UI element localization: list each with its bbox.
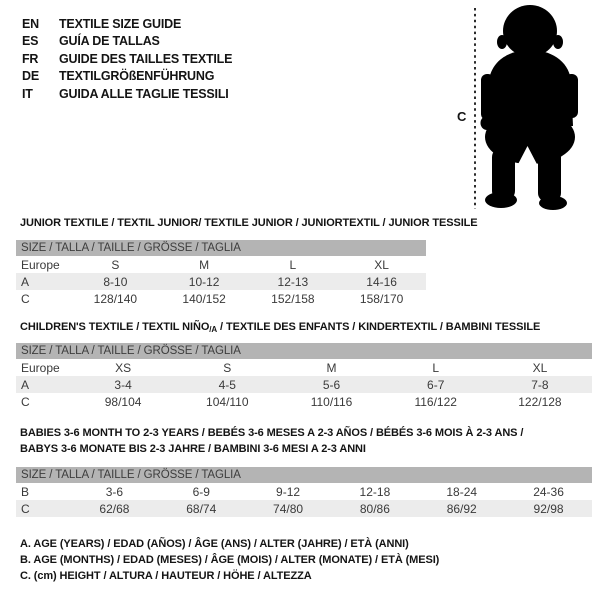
table-row-height	[16, 393, 592, 410]
children-table-title	[20, 319, 540, 338]
children-table-title-text: CHILDREN'S TEXTILE / TEXTIL NIÑO	[20, 321, 210, 333]
table-cell: 6-7	[427, 377, 445, 392]
table-cell: XL	[374, 257, 389, 272]
table-cell: 104/110	[206, 394, 249, 409]
table-cell: 24-36	[533, 484, 564, 499]
table-cell: 62/68	[99, 501, 130, 516]
junior-table-title-text: JUNIOR TEXTILE / TEXTIL JUNIOR/ TEXTILE JUNIOR / JUNIORTEXTIL / JUNIOR TESSILE	[20, 217, 478, 229]
footnote-a: A. AGE (YEARS) / EDAD (AÑOS) / ÂGE (ANS) / ALTER (JAHRE) / ETÀ (ANNI)	[20, 538, 409, 550]
babies-table-title-line1: BABIES 3-6 MONTH TO 2-3 YEARS / BEBÉS 3-6 MESES A 2-3 AÑOS / BÉBÉS 3-6 MOIS À 2-3 ANS /	[20, 427, 524, 439]
footnote-c: C. (cm) HEIGHT / ALTURA / HAUTEUR / HÖHE / ALTEZZA	[20, 570, 312, 582]
table-cell: 86/92	[446, 501, 477, 516]
babies-size-table	[16, 467, 592, 517]
table-cell: 18-24	[446, 484, 478, 499]
table-cell: M	[326, 360, 337, 375]
table-cell: 122/128	[518, 394, 562, 409]
row-label: A	[21, 377, 30, 392]
language-guide-title: GUÍA DE TALLAS	[59, 34, 160, 49]
language-row-en	[22, 15, 232, 33]
table-cell: 140/152	[182, 291, 226, 306]
row-label: C	[21, 501, 30, 516]
children-table-title-subscript: /A	[209, 325, 218, 334]
row-label: B	[21, 484, 30, 499]
footnotes	[20, 536, 439, 584]
language-guide-title: TEXTILGRÖßENFÜHRUNG	[59, 69, 215, 84]
language-code: IT	[22, 86, 33, 101]
language-code: DE	[22, 69, 39, 84]
table-cell: 128/140	[93, 291, 138, 306]
baby-figure-shape	[481, 5, 579, 210]
table-cell: 158/170	[359, 291, 404, 306]
table-row-europe	[16, 359, 592, 376]
table-cell: L	[432, 360, 440, 375]
table-cell: 110/116	[310, 394, 353, 409]
language-guide-title: GUIDE DES TAILLES TEXTILE	[59, 51, 233, 66]
children-size-table	[16, 343, 592, 410]
baby-silhouette-figure	[452, 0, 600, 212]
table-row-age-months	[16, 483, 592, 500]
babies-table-title-line2: BABYS 3-6 MONATE BIS 2-3 JAHRE / BAMBINI 3-6 MESI A 2-3 ANNI	[20, 443, 366, 455]
table-cell: XS	[115, 360, 132, 375]
table-row-age	[16, 273, 426, 290]
language-code: EN	[22, 16, 39, 31]
table-cell: 74/80	[273, 501, 304, 516]
footnote-b: B. AGE (MONTHS) / EDAD (MESES) / ÂGE (MOIS) / ALTER (MONATE) / ETÀ (MESI)	[20, 554, 440, 566]
table-cell: 98/104	[104, 394, 142, 409]
table-cell: 3-6	[105, 484, 124, 499]
table-cell: 6-9	[192, 484, 210, 499]
language-code: FR	[22, 51, 39, 66]
size-header-bar: SIZE / TALLA / TAILLE / GRÖSSE / TAGLIA	[16, 240, 426, 256]
table-cell: 3-4	[114, 377, 132, 392]
junior-size-table	[16, 240, 426, 307]
table-cell: 152/158	[271, 291, 315, 306]
table-cell: 12-13	[277, 274, 309, 289]
table-cell: 4-5	[218, 377, 236, 392]
language-guide-title: TEXTILE SIZE GUIDE	[59, 16, 182, 31]
row-label: A	[21, 274, 30, 289]
table-row-height	[16, 500, 592, 517]
table-row-europe	[16, 256, 426, 273]
row-label: C	[21, 291, 30, 306]
table-cell: 116/122	[414, 394, 457, 409]
size-header-bar: SIZE / TALLA / TAILLE / GRÖSSE / TAGLIA	[16, 467, 592, 483]
row-label: Europe	[21, 360, 60, 375]
table-cell: 10-12	[188, 274, 220, 289]
table-cell: 5-6	[322, 377, 341, 392]
size-header-bar: SIZE / TALLA / TAILLE / GRÖSSE / TAGLIA	[16, 343, 592, 359]
table-cell: 92/98	[533, 501, 564, 516]
babies-table-title	[20, 425, 523, 457]
language-row-es	[22, 33, 232, 51]
table-cell: 8-10	[103, 274, 128, 289]
language-row-fr	[22, 50, 232, 68]
table-cell: 7-8	[531, 377, 549, 392]
language-list	[22, 15, 232, 103]
table-cell: M	[199, 257, 210, 272]
table-cell: 9-12	[276, 484, 301, 499]
table-cell: S	[223, 360, 232, 375]
language-guide-title: GUIDA ALLE TAGLIE TESSILI	[59, 86, 229, 101]
table-cell: 68/74	[186, 501, 217, 516]
table-cell: 14-16	[366, 274, 397, 289]
language-row-de	[22, 68, 232, 86]
junior-table-title	[20, 215, 478, 231]
height-measure-label: C	[457, 109, 467, 124]
table-cell: 12-18	[359, 484, 391, 499]
table-row-age	[16, 376, 592, 393]
row-label: C	[21, 394, 30, 409]
table-cell: 80/86	[359, 501, 390, 516]
language-row-it	[22, 85, 232, 103]
language-code: ES	[22, 34, 39, 49]
table-cell: L	[289, 257, 297, 272]
row-label: Europe	[21, 257, 60, 272]
table-cell: XL	[532, 360, 548, 375]
table-cell: S	[111, 257, 120, 272]
children-table-title-text: / TEXTILE DES ENFANTS / KINDERTEXTIL / BAMBINI TESSILE	[217, 321, 541, 333]
table-row-height	[16, 290, 426, 307]
